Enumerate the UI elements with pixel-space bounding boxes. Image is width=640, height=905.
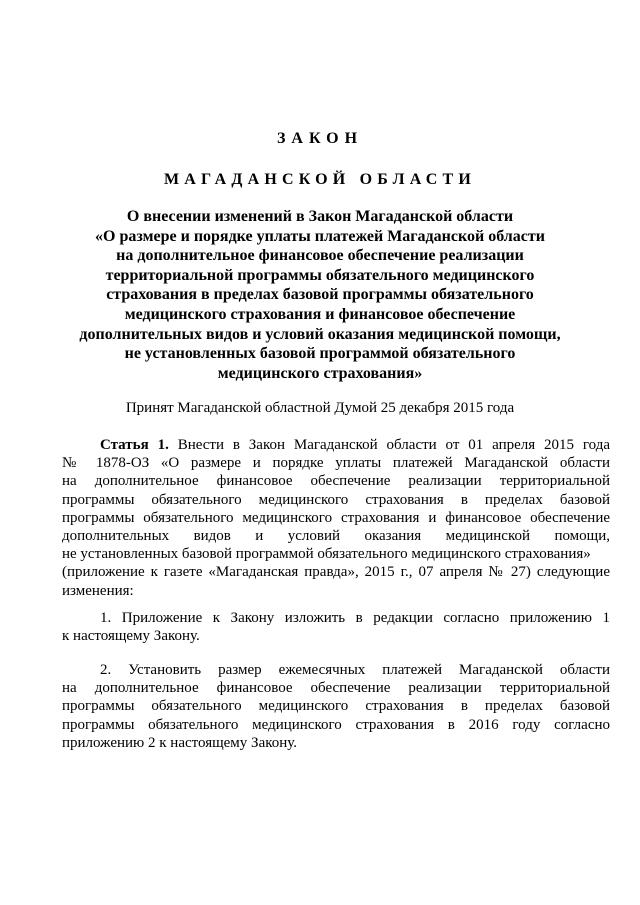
paragraph-line: изменения: xyxy=(62,582,134,599)
law-title-line: медицинского страхования» xyxy=(217,364,423,382)
amendment-item-2 xyxy=(62,661,610,752)
adoption-note: Принят Магаданской областной Думой 25 декабря 2015 года xyxy=(125,400,515,416)
paragraph-line: на дополнительное финансовое обеспечение реализации территориальной xyxy=(62,473,610,490)
law-title-line: не установленных базовой программой обязательного xyxy=(124,345,516,363)
paragraph-line xyxy=(62,436,610,454)
law-title-line: «О размере и порядке уплаты платежей Магаданской области xyxy=(95,227,545,245)
paragraph-line: (приложение к газете «Магаданская правда», 2015 г., 07 апреля № 27) следующие xyxy=(62,564,610,581)
paragraph-line: программы обязательного медицинского страхования в 2016 году согласно xyxy=(62,716,610,733)
law-title-line: территориальной программы обязательного медицинского xyxy=(105,266,535,284)
amendment-item-1 xyxy=(62,609,610,645)
paragraph-line: 2. Установить размер ежемесячных платежей Магаданской области xyxy=(100,662,610,678)
paragraph-line: к настоящему Закону. xyxy=(62,628,200,645)
law-title-line: О внесении изменений в Закон Магаданской области xyxy=(126,208,514,225)
paragraph-line: не установленных базовой программой обязательного медицинского страхования» xyxy=(62,546,591,563)
paragraph-line: приложению 2 к настоящему Закону. xyxy=(62,734,298,751)
paragraph-line: программы обязательного медицинского страхования в пределах базовой xyxy=(62,698,610,715)
paragraph-line: № 1878-ОЗ «О размере и порядке уплаты платежей Магаданской области xyxy=(62,455,610,472)
region-heading: МАГАДАНСКОЙ ОБЛАСТИ xyxy=(163,171,477,188)
paragraph-line: на дополнительное финансовое обеспечение реализации территориальной xyxy=(62,680,610,697)
law-title-line: страхования в пределах базовой программы обязательного xyxy=(106,286,534,304)
law-title-line: медицинского страхования и финансовое обеспечение xyxy=(124,305,516,323)
paragraph-line: дополнительных видов и условий оказания медицинской помощи, xyxy=(62,527,610,544)
paragraph-line: программы обязательного медицинского страхования и финансовое обеспечение xyxy=(62,509,610,526)
article-text: Внести в Закон Магаданской области от 01 апреля 2015 года xyxy=(177,437,610,453)
paragraph-line: 1. Приложение к Закону изложить в редакции согласно приложению 1 xyxy=(100,610,610,626)
paragraph-line: программы обязательного медицинского страхования в пределах базовой xyxy=(62,491,610,508)
law-title-line: дополнительных видов и условий оказания медицинской помощи, xyxy=(79,325,561,343)
law-title xyxy=(40,207,600,383)
document-type-heading: ЗАКОН xyxy=(276,130,364,147)
law-title-line: на дополнительное финансовое обеспечение реализации xyxy=(116,247,524,265)
article-label: Статья 1. xyxy=(100,437,169,453)
article-1-paragraph xyxy=(62,436,610,600)
